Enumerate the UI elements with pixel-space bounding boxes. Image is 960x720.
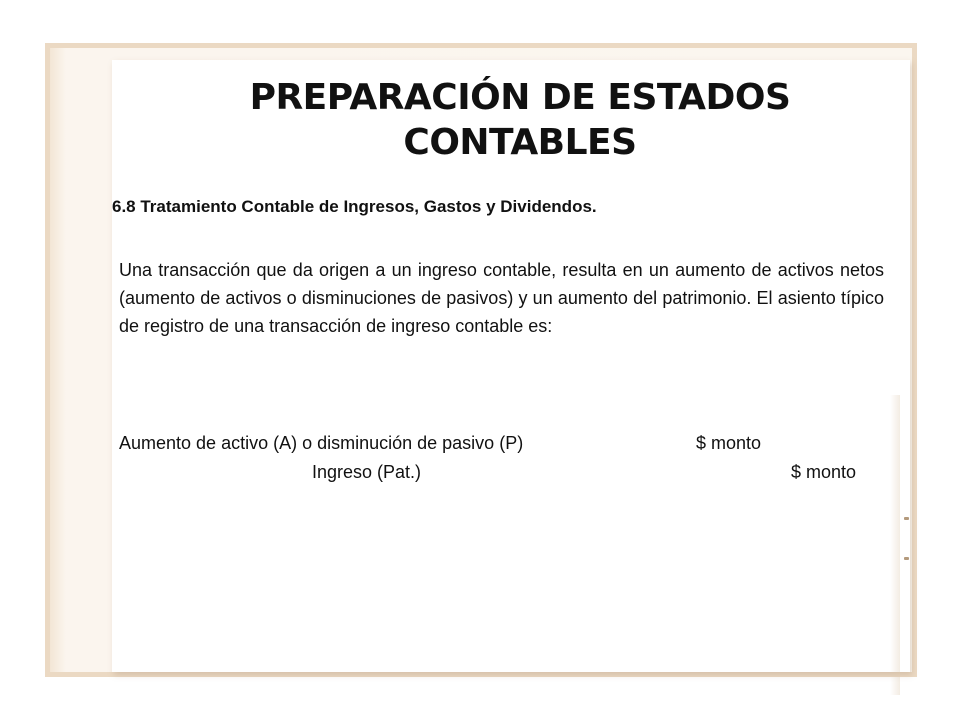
debit-amount: $ monto bbox=[696, 433, 762, 453]
credit-account: Ingreso (Pat.) bbox=[312, 462, 422, 482]
paper-fold-shadow bbox=[890, 395, 900, 695]
paper-edge-mark bbox=[904, 557, 909, 560]
slide-title: PREPARACIÓN DE ESTADOS CONTABLES bbox=[249, 77, 791, 163]
paper-edge-mark bbox=[904, 517, 909, 520]
credit-amount: $ monto bbox=[791, 462, 857, 482]
debit-account: Aumento de activo (A) o disminución de pasivo (P) bbox=[119, 433, 524, 453]
body-paragraph: Una transacción que da origen a un ingreso contable, resulta en un aumento de activos netos (aumento de activos o disminuciones de pasivos) y un aumento del patrimonio. El asiento típico de registro de una transacción de ingreso contable es: bbox=[119, 260, 884, 336]
section-subtitle: 6.8 Tratamiento Contable de Ingresos, Gastos y Dividendos. bbox=[112, 197, 597, 216]
